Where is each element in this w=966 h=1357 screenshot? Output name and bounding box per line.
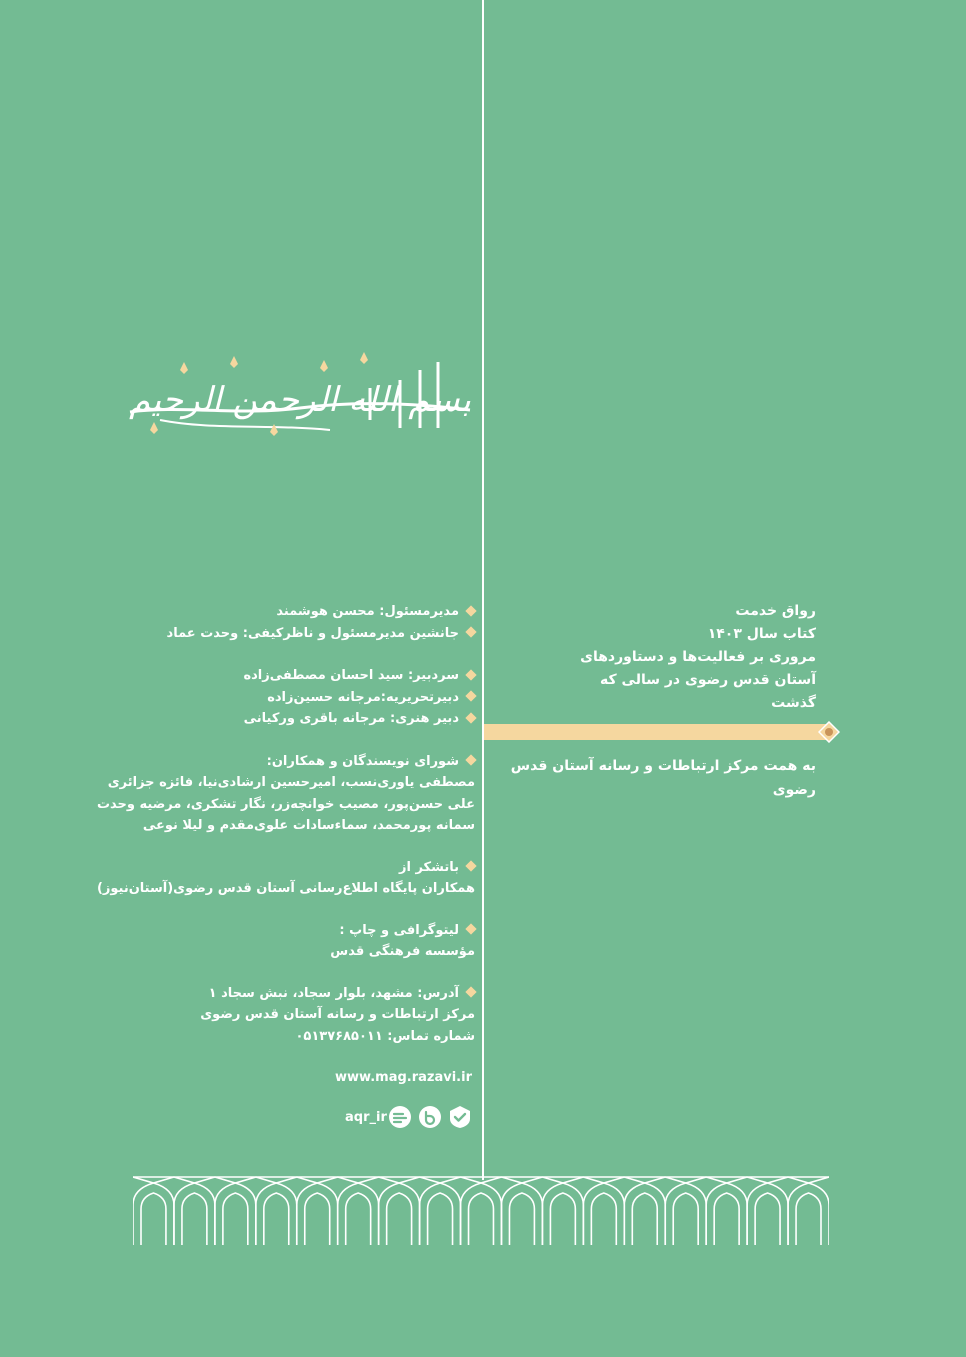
diamond-bullet-icon (465, 923, 476, 934)
inner-arch-shape (550, 1193, 575, 1245)
accent-bar (484, 724, 828, 740)
credit-editor-in-chief: سردبیر: سید احسان مصطفی‌زاده (130, 665, 475, 687)
arch-connector (215, 1177, 256, 1183)
inner-arch-shape (632, 1193, 657, 1245)
inner-arch-shape (509, 1193, 534, 1245)
arch-connector (665, 1177, 706, 1183)
rubika-icon[interactable] (448, 1105, 472, 1129)
arch-connector (706, 1177, 747, 1183)
accent-bar-diamond-cap (818, 721, 840, 743)
credit-writers-title: شورای نویسندگان و همکاران: (130, 751, 475, 773)
credit-editorial-secretary: دبیرتحریریه:مرجانه حسین‌زاده (130, 687, 475, 709)
credit-writers-line: علی حسن‌پور، مصیب خوانچه‌زر، نگار تشکری، مرضیه وحدت (96, 796, 475, 812)
credit-thanks-line: همکاران پایگاه اطلاع‌رسانی آستان قدس رضوی(آستان‌نیوز) (96, 881, 475, 896)
diamond-bullet-icon (465, 860, 476, 871)
collaboration-text: به همت مرکز ارتباطات و رسانه آستان قدس رضوی (510, 758, 816, 798)
inner-arch-shape (755, 1193, 780, 1245)
credit-address-line: مرکز ارتباطات و رسانه آستان قدس رضوی (200, 1007, 475, 1022)
diamond-bullet-icon (465, 605, 476, 616)
inner-arch-shape (796, 1193, 821, 1245)
diamond-bullet-icon (465, 986, 476, 997)
eitaa-icon[interactable] (388, 1105, 412, 1129)
credit-art-director: دبیر هنری: مرجانه باقری ورکیانی (130, 708, 475, 730)
social-links (340, 1105, 475, 1131)
arch-connector (379, 1177, 420, 1183)
inner-arch-shape (346, 1193, 371, 1245)
credit-deputy: جانشین مدیرمسئول و ناظرکیفی: وحدت عماد (130, 623, 475, 645)
credit-writers-line: مصطفی یاوری‌نسب، امیرحسین ارشادی‌نیا، فائزه جزائری (107, 775, 475, 790)
inner-arch-shape (223, 1193, 248, 1245)
arch-connector (420, 1177, 461, 1183)
arch-connector (461, 1177, 502, 1183)
basmala-calligraphy (120, 350, 480, 450)
arch-connector (583, 1177, 624, 1183)
inner-arch-shape (305, 1193, 330, 1245)
inner-arch-shape (469, 1193, 494, 1245)
credit-litho-line: مؤسسه فرهنگی قدس (330, 944, 475, 959)
diamond-bullet-icon (465, 754, 476, 765)
arch-connector (174, 1177, 215, 1183)
diamond-bullet-icon (465, 690, 476, 701)
credit-writers-line: سمانه پورمحمد، سماءسادات علوی‌مقدم و لیلا نوعی (142, 818, 475, 833)
decorative-arch-pattern (133, 1175, 829, 1247)
website-link[interactable]: www.mag.razavi.ir (335, 1070, 472, 1085)
book-info (496, 600, 816, 715)
credit-address-title: آدرس: مشهد، بلوار سجاد، نبش سجاد ۱ (130, 983, 475, 1005)
center-divider-line (482, 0, 484, 1180)
bale-icon[interactable] (418, 1105, 442, 1129)
arch-connector (256, 1177, 297, 1183)
book-subtitle-line1: مروری بر فعالیت‌ها و دستاوردهای (580, 649, 816, 665)
credit-litho-title: لیتوگرافی و چاپ : (130, 920, 475, 942)
arch-connector (624, 1177, 665, 1183)
credit-thanks-title: باتشکر از (130, 857, 475, 879)
inner-arch-shape (141, 1193, 166, 1245)
arch-connector (788, 1177, 829, 1183)
credit-managing-director: مدیرمسئول: محسن هوشمند (130, 601, 475, 623)
collaboration-note (496, 754, 816, 802)
book-year-title: کتاب سال ۱۴۰۳ (707, 626, 816, 642)
arch-connector (133, 1177, 174, 1183)
book-series-title: رواق خدمت (735, 603, 816, 619)
arch-connector (297, 1177, 338, 1183)
inner-arch-shape (591, 1193, 616, 1245)
arch-connector (542, 1177, 583, 1183)
credit-phone-line: شماره تماس: ۰۵۱۳۷۶۸۵۰۱۱ (295, 1028, 475, 1044)
social-handle[interactable]: aqr_ir (345, 1110, 387, 1125)
arch-connector (501, 1177, 542, 1183)
arch-connector (747, 1177, 788, 1183)
basmala-text: بسم الله الرحمن الرحیم (129, 380, 471, 420)
diamond-bullet-icon (465, 712, 476, 723)
arch-connector (338, 1177, 379, 1183)
book-subtitle-line2: آستان قدس رضوی در سالی که گذشت (600, 672, 816, 711)
diamond-bullet-icon (465, 669, 476, 680)
inner-arch-shape (264, 1193, 289, 1245)
inner-arch-shape (387, 1193, 412, 1245)
inner-arch-shape (673, 1193, 698, 1245)
inner-arch-shape (182, 1193, 207, 1245)
credits-block (96, 601, 475, 1047)
diamond-bullet-icon (465, 626, 476, 637)
inner-arch-shape (714, 1193, 739, 1245)
inner-arch-shape (428, 1193, 453, 1245)
